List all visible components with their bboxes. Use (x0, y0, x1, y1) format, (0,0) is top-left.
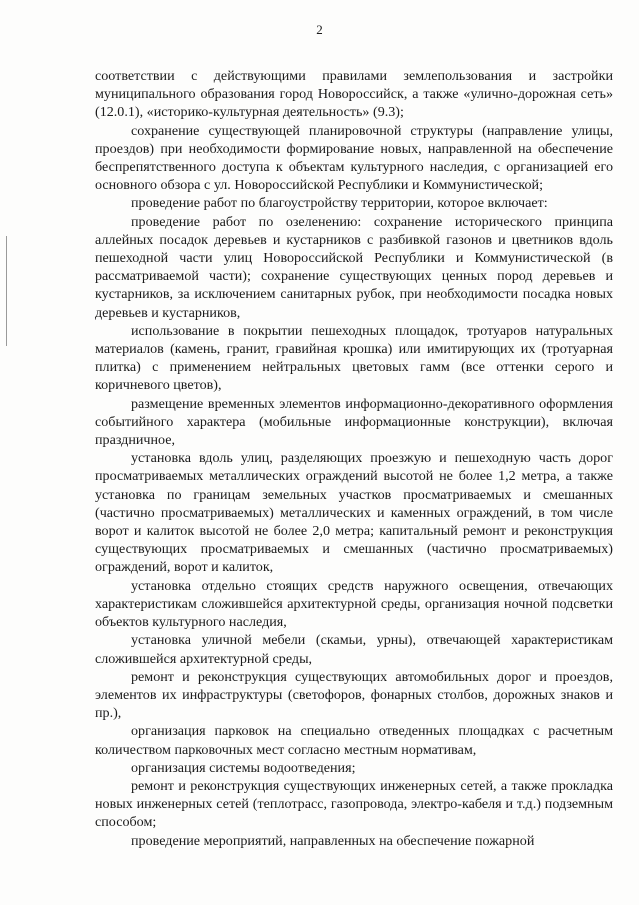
paragraph: установка вдоль улиц, разделяющих проезжую и пешеходную часть дорог просматриваемых металлических ограждений высотой не более 1,2 метра, а также установка по границам земельных участков просматриваемых и смешанных (частично просматриваемых) металлических и каменных ограждений, в том числе ворот и калиток высотой не более 2,0 метра; капитальный ремонт и реконструкция существующих просматриваемых и смешанных (частично просматриваемых) ограждений, ворот и калиток, (95, 450, 613, 576)
scan-margin-line (6, 236, 7, 346)
document-body (95, 67, 613, 850)
paragraph: размещение временных элементов информационно-декоративного оформления событийного характера (мобильные информационные конструкции), включая праздничное, (95, 395, 613, 449)
paragraph: установка отдельно стоящих средств наружного освещения, отвечающих характеристикам сложившейся архитектурной среды, организация ночной подсветки объектов культурного наследия, (95, 577, 613, 631)
paragraph: ремонт и реконструкция существующих автомобильных дорог и проездов, элементов их инфраструктуры (светофоров, фонарных столбов, дорожных знаков и пр.), (95, 668, 613, 722)
paragraph: соответствии с действующими правилами землепользования и застройки муниципального образования город Новороссийск, а также «улично-дорожная сеть» (12.0.1), «историко-культурная деятельность» (9.3); (95, 68, 613, 121)
paragraph: организация парковок на специально отведенных площадках с расчетным количеством парковочных мест согласно местным нормативам, (95, 723, 613, 758)
paragraph: ремонт и реконструкция существующих инженерных сетей, а также прокладка новых инженерных сетей (теплотрасс, газопровода, электро-кабеля и т.д.) подземным способом; (95, 777, 613, 831)
paragraph: проведение работ по благоустройству территории, которое включает: (131, 195, 548, 212)
paragraph: проведение мероприятий, направленных на обеспечение пожарной (131, 832, 535, 849)
paragraph: сохранение существующей планировочной структуры (направление улицы, проездов) при необходимости формирование новых, направленной на обеспечение беспрепятственного доступа к объектам культурного наследия, с организацией его основного обзора с ул. Новороссийской Республики и Коммунистической; (95, 122, 613, 194)
page-number: 2 (316, 22, 323, 37)
paragraph: установка уличной мебели (скамьи, урны), отвечающей характеристикам сложившейся архитектурной среды, (95, 632, 613, 667)
paragraph: организация системы водоотведения; (131, 759, 356, 776)
paragraph: проведение работ по озеленению: сохранение исторического принципа аллейных посадок деревьев и кустарников с разбивкой газонов и цветников вдоль пешеходной части улиц Новороссийской Республики и Коммунистической (в рассматриваемой части); сохранение существующих ценных пород деревьев и кустарников, за исключением санитарных рубок, при необходимости посадка новых деревьев и кустарников, (95, 213, 613, 321)
paragraph: использование в покрытии пешеходных площадок, тротуаров натуральных материалов (камень, гранит, гравийная крошка) или имитирующих их (тротуарная плитка) с применением нейтральных цветовых гамм (все оттенки серого и коричневого цветов), (95, 322, 613, 394)
